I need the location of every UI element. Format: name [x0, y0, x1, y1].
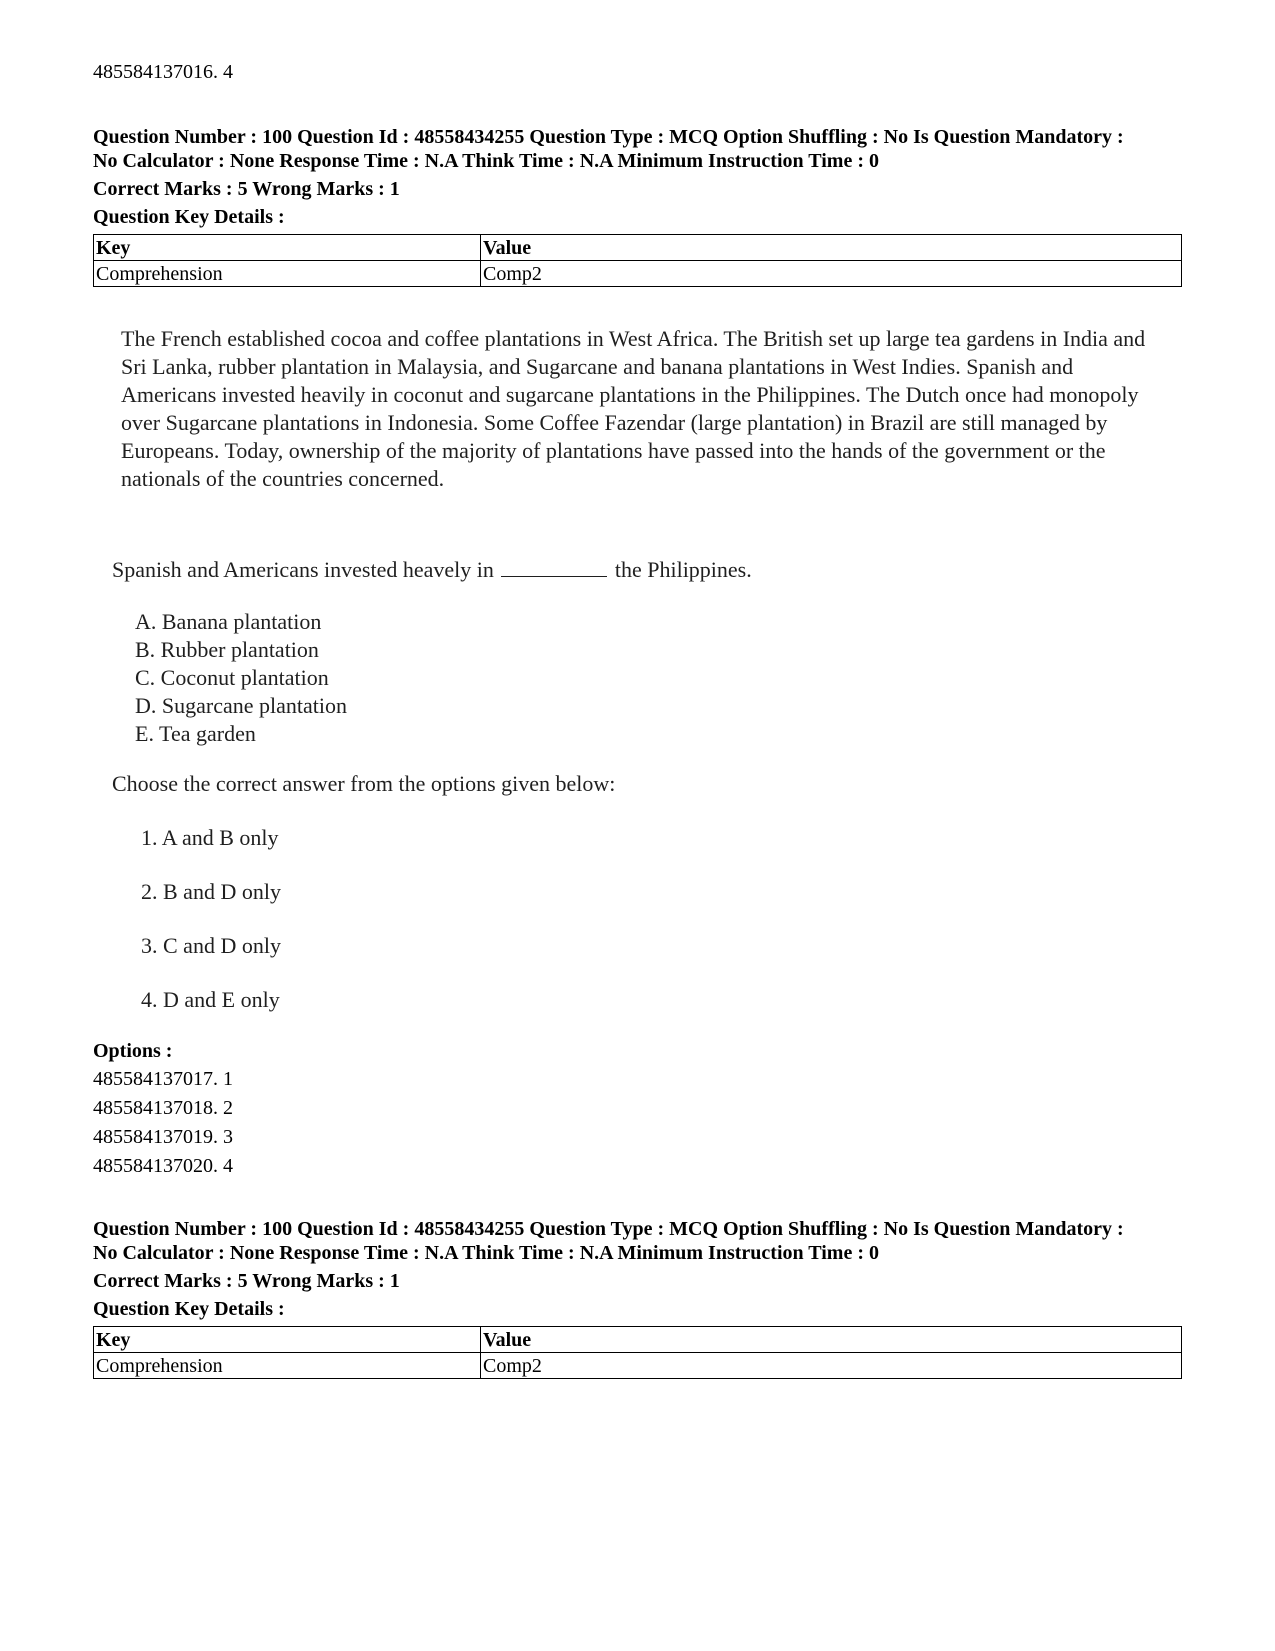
answer-choice: 3. C and D only	[141, 933, 281, 958]
option-id: 485584137017. 1	[93, 1068, 233, 1090]
answer-choice: 1. A and B only	[141, 825, 279, 850]
list-item: D. Sugarcane plantation	[135, 693, 347, 718]
choose-instruction: Choose the correct answer from the options given below:	[112, 771, 616, 796]
list-item: E. Tea garden	[135, 721, 256, 746]
list-item: C. Coconut plantation	[135, 665, 329, 690]
table-cell-value: Comp2	[481, 261, 1182, 287]
question-key-table	[93, 1326, 1182, 1379]
table-cell-value: Comp2	[481, 1353, 1182, 1379]
comprehension-passage: The French established cocoa and coffee plantations in West Africa. The British set up large tea gardens in India and Sri Lanka, rubber plantation in Malaysia, and Sugarcane and banana plantations in West Indies. Spanish and Americans invested heavily in coconut and sugarcane plantations in the Philippines. The Dutch once had monopoly over Sugarcane plantations in Indonesia. Some Coffee Fazendar (large plantation) in Brazil are still managed by Europeans. Today, ownership of the majority of plantations have passed into the hands of the government or the nationals of the countries concerned.	[121, 326, 1146, 491]
question-meta-line-2: No Calculator : None Response Time : N.A Think Time : N.A Minimum Instruction Time : 0	[93, 150, 879, 172]
table-header-value: Value	[481, 1327, 1182, 1353]
option-id: 485584137019. 3	[93, 1126, 233, 1148]
table-cell-key: Comprehension	[94, 261, 481, 287]
question-marks: Correct Marks : 5 Wrong Marks : 1	[93, 178, 400, 200]
table-header-key: Key	[94, 1327, 481, 1353]
question-meta-line-1: Question Number : 100 Question Id : 48558434255 Question Type : MCQ Option Shuffling : No Is Question Mandatory :	[93, 126, 1124, 148]
table-row	[94, 261, 1182, 287]
previous-option-id: 485584137016. 4	[93, 61, 233, 83]
table-header-value: Value	[481, 235, 1182, 261]
table-header-key: Key	[94, 235, 481, 261]
answer-choice: 2. B and D only	[141, 879, 281, 904]
option-id: 485584137018. 2	[93, 1097, 233, 1119]
question-key-details-label: Question Key Details :	[93, 1298, 285, 1320]
answer-blank	[501, 558, 607, 577]
question-stem-before: Spanish and Americans invested heavely in	[112, 557, 494, 582]
statement-list	[135, 608, 347, 748]
question-meta-line-2: No Calculator : None Response Time : N.A Think Time : N.A Minimum Instruction Time : 0	[93, 1242, 879, 1264]
table-row	[94, 1353, 1182, 1379]
answer-choice: 4. D and E only	[141, 987, 280, 1012]
question-meta-line-1: Question Number : 100 Question Id : 48558434255 Question Type : MCQ Option Shuffling : No Is Question Mandatory :	[93, 1218, 1124, 1240]
question-stem	[112, 556, 752, 584]
table-cell-key: Comprehension	[94, 1353, 481, 1379]
question-key-table	[93, 234, 1182, 287]
question-key-details-label: Question Key Details :	[93, 206, 285, 228]
question-marks: Correct Marks : 5 Wrong Marks : 1	[93, 1270, 400, 1292]
table-header-row	[94, 1327, 1182, 1353]
options-label: Options :	[93, 1040, 173, 1062]
option-id: 485584137020. 4	[93, 1155, 233, 1177]
table-header-row	[94, 235, 1182, 261]
list-item: A. Banana plantation	[135, 609, 322, 634]
question-stem-after: the Philippines.	[614, 557, 752, 582]
list-item: B. Rubber plantation	[135, 637, 319, 662]
